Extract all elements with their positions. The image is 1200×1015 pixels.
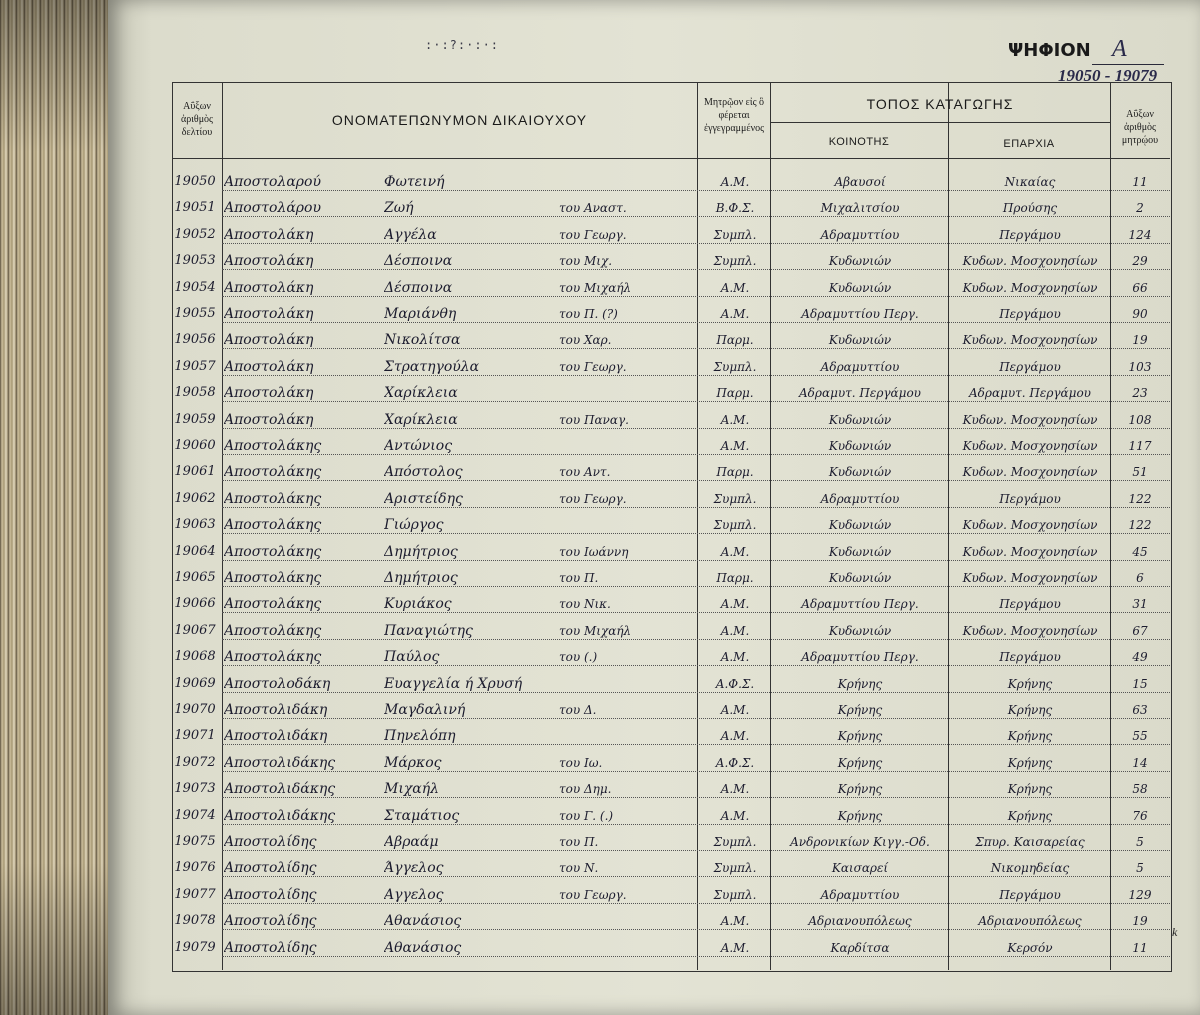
table-row [172, 223, 1170, 247]
community-cell: Κρήνης [837, 755, 883, 770]
given-name-cell: Στρατηγούλα [384, 358, 480, 375]
father-name-cell: του Ιω. [559, 755, 603, 770]
province-cell: Κυδων. Μοσχονησίων [962, 518, 1098, 533]
father-name-cell: του Ν. [559, 861, 599, 876]
father-name-cell: του Μιχαήλ [559, 623, 632, 638]
community-cell: Κυδωνιών [828, 280, 892, 295]
father-name-cell: του (.) [559, 650, 598, 665]
father-name-cell [559, 513, 697, 537]
record-number-cell: 19074 [174, 807, 216, 823]
record-number-cell: 19060 [174, 438, 216, 453]
father-name-cell [559, 936, 697, 960]
table-row [172, 804, 1170, 828]
table-row [172, 619, 1170, 643]
register-code-cell: Συμπλ. [713, 254, 757, 269]
surname-cell: Αποστολάκη [224, 385, 314, 402]
province-cell: Περγάμου [999, 887, 1061, 902]
surname-cell: Αποστολάκη [224, 358, 314, 375]
table-row [172, 856, 1170, 880]
surname-cell: Αποστολάκης [224, 517, 322, 534]
father-name-cell: του Γεωργ. [559, 227, 627, 242]
header-bottom-line [172, 158, 1170, 159]
table-row [172, 434, 1170, 458]
surname-cell: Αποστολάρου [224, 200, 321, 217]
community-cell: Κρήνης [837, 808, 883, 823]
register-number-cell: 45 [1132, 544, 1148, 559]
province-cell: Περγάμου [999, 227, 1061, 242]
community-cell: Κυδωνιών [828, 465, 892, 480]
table-row [172, 540, 1170, 564]
surname-cell: Αποστολιδάκη [224, 702, 328, 718]
given-name-cell: Αγγελος [384, 886, 444, 903]
table-row [172, 883, 1170, 907]
province-cell: Κρήνης [1007, 782, 1053, 797]
province-cell: Κρήνης [1007, 808, 1053, 823]
faint-stamp: :·:?:·:·: [425, 38, 500, 52]
given-name-cell: Νικολίτσα [384, 332, 461, 349]
table-row [172, 408, 1170, 432]
register-code-cell: Β.Φ.Σ. [715, 201, 755, 216]
table-row [172, 381, 1170, 405]
given-name-cell: Παναγιώτης [384, 622, 473, 639]
community-cell: Καισαρεί [831, 861, 889, 876]
record-number-cell: 19075 [174, 834, 216, 849]
community-cell: Κρήνης [837, 729, 883, 744]
table-row [172, 672, 1170, 696]
register-code-cell: Α.Μ. [720, 412, 750, 427]
register-number-cell: 76 [1132, 808, 1148, 823]
register-code-cell: Α.Φ.Σ. [715, 755, 755, 770]
given-name-cell: Φωτεινή [384, 174, 445, 190]
register-code-cell: Α.Μ. [720, 307, 750, 321]
province-cell: Κυδων. Μοσχονησίων [962, 412, 1098, 427]
father-name-cell: του Γεωργ. [559, 887, 627, 902]
father-name-cell: του Μιχ. [559, 254, 613, 269]
sheet-label: ΨΗΦΙΟΝ [1008, 40, 1091, 61]
register-code-cell: Α.Μ. [720, 940, 750, 955]
province-cell: Περγάμου [999, 597, 1061, 612]
register-number-cell: 122 [1128, 491, 1152, 506]
surname-cell: Αποστολοδάκη [224, 675, 331, 692]
register-number-cell: 124 [1128, 227, 1152, 242]
table-row [172, 487, 1170, 511]
province-cell: Κρήνης [1007, 755, 1053, 770]
register-number-header: Αΰξων ἀριθμὸς μητρῴου [1121, 109, 1159, 146]
given-name-cell: Αριστείδης [384, 490, 463, 507]
given-name-cell: Ευαγγελία ή Χρυσή [384, 675, 523, 692]
record-number-cell: 19071 [174, 728, 216, 744]
table-row [172, 302, 1170, 326]
father-name-cell [559, 724, 697, 748]
surname-cell: Αποστολιδάκης [224, 754, 336, 771]
register-code-cell: Παρμ. [716, 333, 754, 348]
record-number-cell: 19073 [174, 781, 216, 797]
register-number-cell: 66 [1132, 280, 1148, 295]
province-cell: Περγάμου [999, 491, 1061, 506]
community-cell: Κρήνης [837, 703, 883, 717]
surname-cell: Αποστολιδάκης [224, 807, 336, 824]
record-number-cell: 19065 [174, 570, 216, 585]
province-cell: Προύσης [1002, 201, 1058, 216]
given-name-cell: Αβραάμ [384, 834, 439, 850]
table-row [172, 249, 1170, 273]
community-cell: Αδραμυττίου [820, 227, 900, 242]
given-name-cell: Αθανάσιος [384, 939, 462, 956]
community-cell: Κυδωνιών [828, 333, 892, 348]
province-cell: Κυδων. Μοσχονησίων [962, 333, 1098, 348]
register-number-cell: 19 [1132, 914, 1148, 929]
surname-cell: Αποστολίδης [224, 834, 317, 850]
register-number-cell: 5 [1136, 835, 1144, 849]
table-row [172, 513, 1170, 537]
register-number-cell: 19 [1132, 333, 1148, 348]
province-header: ΕΠΑΡΧΙΑ [1003, 138, 1055, 150]
register-code-cell: Α.Μ. [720, 544, 750, 559]
province-cell: Αδραμυτ. Περγάμου [969, 386, 1091, 401]
table-row [172, 777, 1170, 801]
community-cell: Μιχαλιτσίου [820, 201, 900, 216]
table-row [172, 830, 1170, 854]
community-cell: Κυδωνιών [828, 412, 892, 427]
community-cell: Αδραμυττίου [820, 491, 900, 506]
record-number-cell: 19056 [174, 332, 216, 348]
register-number-cell: 58 [1132, 782, 1148, 797]
origin-header: ΤΟΠΟΣ ΚΑΤΑΓΩΓΗΣ [866, 96, 1014, 112]
province-cell: Κρήνης [1007, 676, 1053, 691]
record-number-cell: 19050 [174, 174, 216, 189]
table-row [172, 566, 1170, 590]
register-header: Μητρῷον εἰς ὃ φέρεται ἐγγεγραμμένος [703, 97, 765, 134]
record-number-cell: 19061 [174, 464, 216, 480]
community-cell: Κυδωνιών [828, 254, 892, 269]
province-cell: Κυδων. Μοσχονησίων [962, 623, 1098, 638]
table-row [172, 328, 1170, 352]
record-number-cell: 19058 [174, 385, 216, 401]
register-number-cell: 2 [1136, 201, 1144, 216]
register-code-cell: Παρμ. [716, 571, 754, 585]
table-row [172, 724, 1170, 748]
register-number-cell: 90 [1132, 307, 1148, 321]
surname-cell: Αποστολιδάκη [224, 728, 328, 745]
community-header: ΚΟΙΝΟΤΗΣ [828, 136, 890, 148]
record-number-cell: 19067 [174, 622, 216, 638]
surname-cell: Αποστολάκη [224, 253, 314, 270]
register-number-cell: 129 [1128, 887, 1152, 902]
register-number-cell: 6 [1136, 571, 1144, 585]
record-number-cell: 19070 [174, 702, 216, 717]
father-name-cell: του Μιχαήλ [559, 280, 632, 295]
province-cell: Κρήνης [1007, 729, 1053, 744]
table-row [172, 460, 1170, 484]
register-number-cell: 108 [1128, 412, 1152, 427]
community-cell: Αδριανουπόλεως [808, 914, 912, 929]
surname-cell: Αποστολάκης [224, 649, 322, 666]
father-name-cell: του Παναγ. [559, 412, 629, 427]
surname-cell: Αποστολάκης [224, 543, 322, 560]
province-cell: Κυδων. Μοσχονησίων [962, 544, 1098, 559]
province-cell: Κρήνης [1007, 703, 1053, 717]
table-row [172, 751, 1170, 775]
surname-cell: Αποστολάκη [224, 279, 314, 296]
register-code-cell: Συμπλ. [713, 518, 757, 533]
father-name-cell [559, 434, 697, 458]
surname-cell: Αποστολάκης [224, 622, 322, 639]
surname-cell: Αποστολάκη [224, 332, 314, 349]
given-name-cell: Δέσποινα [384, 253, 453, 270]
given-name-cell: Χαρίκλεια [384, 385, 458, 402]
record-number-cell: 19076 [174, 860, 216, 876]
community-cell: Αδραμυττίου [820, 359, 900, 374]
record-number-cell: 19059 [174, 411, 216, 427]
register-number-cell: 5 [1136, 861, 1144, 876]
table-row [172, 909, 1170, 933]
surname-cell: Αποστολιδάκης [224, 781, 336, 798]
register-number-cell: 23 [1132, 386, 1148, 401]
record-number-cell: 19053 [174, 253, 216, 269]
community-cell: Αδραμυττίου Περγ. [801, 597, 919, 612]
sheet-underline [1092, 64, 1164, 65]
register-code-cell: Α.Μ. [720, 597, 750, 612]
table-row [172, 698, 1170, 722]
register-code-cell: Α.Μ. [720, 439, 750, 453]
table-row [172, 592, 1170, 616]
register-number-cell: 55 [1132, 729, 1148, 744]
surname-cell: Αποστολάκης [224, 490, 322, 507]
community-cell: Αδραμυττίου [820, 887, 900, 902]
community-cell: Αβαυσοί [834, 175, 886, 189]
register-number-cell: 103 [1128, 359, 1152, 374]
community-cell: Καρδίτσα [830, 940, 890, 955]
father-name-cell [559, 170, 697, 194]
community-cell: Κρήνης [837, 782, 883, 797]
register-code-cell: Συμπλ. [713, 491, 757, 506]
given-name-cell: Γιώργος [384, 517, 444, 534]
surname-cell: Αποστολάκης [224, 464, 322, 481]
given-name-cell: Χαρίκλεια [384, 411, 458, 428]
province-cell: Περγάμου [999, 359, 1061, 374]
given-name-cell: Δημήτριος [384, 570, 458, 586]
register-number-cell: 67 [1132, 623, 1148, 638]
given-name-cell: Ζωή [384, 200, 414, 217]
given-name-cell: Αγγέλα [384, 226, 437, 243]
province-cell: Κυδων. Μοσχονησίων [962, 280, 1098, 295]
register-code-cell: Α.Μ. [720, 782, 750, 797]
register-number-cell: 122 [1128, 518, 1152, 533]
surname-cell: Αποστολάκη [224, 306, 314, 322]
community-cell: Κυδωνιών [828, 439, 892, 453]
table-row [172, 936, 1170, 960]
father-name-cell: του Γεωργ. [559, 359, 627, 374]
register-code-cell: Συμπλ. [713, 887, 757, 902]
register-code-cell: Α.Μ. [720, 623, 750, 638]
surname-cell: Αποστολίδης [224, 886, 317, 903]
father-name-cell: του Π. (?) [559, 307, 618, 321]
register-number-cell: 15 [1132, 676, 1148, 691]
surname-cell: Αποστολίδης [224, 860, 317, 877]
community-cell: Κυδωνιών [828, 623, 892, 638]
register-code-cell: Α.Μ. [720, 175, 750, 189]
record-number-cell: 19063 [174, 517, 216, 533]
province-cell: Κερσόν [1007, 940, 1053, 955]
given-name-cell: Μαγδαλινή [384, 702, 466, 718]
given-name-cell: Μιχαήλ [384, 781, 440, 798]
book-page-edges [0, 0, 120, 1015]
register-number-cell: 31 [1132, 597, 1148, 612]
given-name-cell: Άγγελος [384, 860, 444, 877]
province-cell: Κυδων. Μοσχονησίων [962, 465, 1098, 480]
father-name-cell: του Π. [559, 835, 599, 849]
father-name-cell [559, 909, 697, 933]
record-number-cell: 19064 [174, 543, 216, 559]
province-cell: Κυδων. Μοσχονησίων [962, 571, 1098, 585]
province-cell: Περγάμου [999, 307, 1061, 321]
given-name-cell: Απόστολος [384, 464, 463, 481]
register-number-cell: 63 [1132, 703, 1148, 717]
origin-subheader-line [770, 122, 1110, 123]
surname-cell: Αποστολάκης [224, 438, 322, 454]
table-row [172, 276, 1170, 300]
record-number-cell: 19055 [174, 306, 216, 321]
province-cell: Κυδων. Μοσχονησίων [962, 439, 1098, 453]
father-name-cell: του Χαρ. [559, 333, 612, 348]
given-name-cell: Δημήτριος [384, 543, 458, 560]
record-number-cell: 19054 [174, 279, 216, 295]
record-number-cell: 19066 [174, 596, 216, 612]
register-number-cell: 29 [1132, 254, 1148, 269]
province-cell: Αδριανουπόλεως [978, 914, 1082, 929]
register-code-cell: Α.Μ. [720, 280, 750, 295]
father-name-cell: του Δ. [559, 703, 597, 717]
register-number-cell: 11 [1132, 940, 1148, 955]
record-number-cell: 19072 [174, 754, 216, 770]
record-number-cell: 19077 [174, 886, 216, 902]
father-name-cell: του Π. [559, 571, 599, 585]
serial-header: Αΰξων ἀριθμὸς δελτίου [180, 101, 214, 138]
father-name-cell: του Αναστ. [559, 201, 627, 216]
register-code-cell: Συμπλ. [713, 227, 757, 242]
surname-cell: Αποστολίδης [224, 939, 317, 956]
sheet-letter: Α [1112, 36, 1127, 62]
community-cell: Ανδρονικίων Κιγγ.-Οδ. [790, 835, 930, 849]
sheet-range: 19050 - 19079 [1058, 66, 1158, 85]
given-name-cell: Μάρκος [384, 754, 442, 771]
given-name-cell: Σταμάτιος [384, 807, 460, 824]
father-name-cell: του Γ. (.) [559, 808, 614, 823]
surname-cell: Αποστολαρού [224, 174, 321, 190]
register-code-cell: Α.Μ. [720, 914, 750, 929]
province-cell: Κυδων. Μοσχονησίων [962, 254, 1098, 269]
register-code-cell: Α.Φ.Σ. [715, 676, 755, 691]
register-number-cell: 117 [1128, 439, 1152, 453]
father-name-cell [559, 381, 697, 405]
father-name-cell: του Αντ. [559, 465, 611, 480]
register-number-cell: 49 [1132, 650, 1148, 665]
given-name-cell: Αθανάσιος [384, 913, 462, 930]
province-cell: Σπυρ. Καισαρείας [975, 835, 1085, 849]
record-number-cell: 19051 [174, 200, 216, 216]
surname-cell: Αποστολίδης [224, 913, 317, 930]
given-name-cell: Κυριάκος [384, 596, 452, 613]
register-code-cell: Συμπλ. [713, 359, 757, 374]
community-cell: Κυδωνιών [828, 544, 892, 559]
table-row [172, 170, 1170, 194]
community-cell: Κυδωνιών [828, 571, 892, 585]
community-cell: Αδραμυττίου Περγ. [801, 307, 919, 321]
community-cell: Αδραμυττίου Περγ. [801, 650, 919, 665]
table-row [172, 196, 1170, 220]
register-number-cell: 51 [1132, 465, 1148, 480]
register-code-cell: Παρμ. [716, 465, 754, 480]
given-name-cell: Πηνελόπη [384, 728, 456, 745]
table-row [172, 355, 1170, 379]
father-name-cell: του Νικ. [559, 597, 611, 612]
record-number-cell: 19057 [174, 358, 216, 374]
record-number-cell: 19052 [174, 226, 216, 242]
father-name-cell: του Ιωάννη [559, 544, 629, 559]
given-name-cell: Μαριάνθη [384, 306, 457, 322]
register-number-cell: 14 [1132, 755, 1148, 770]
father-name-cell [559, 672, 697, 696]
surname-cell: Αποστολάκη [224, 226, 314, 243]
father-name-cell: του Δημ. [559, 782, 612, 797]
province-cell: Νικομηδείας [990, 861, 1070, 876]
margin-mark: k [1172, 925, 1178, 939]
record-number-cell: 19069 [174, 675, 216, 691]
community-cell: Κρήνης [837, 676, 883, 691]
register-code-cell: Α.Μ. [720, 729, 750, 744]
community-cell: Αδραμυτ. Περγάμου [799, 386, 921, 401]
given-name-cell: Παύλος [384, 649, 440, 666]
community-cell: Κυδωνιών [828, 518, 892, 533]
province-cell: Περγάμου [999, 650, 1061, 665]
register-code-cell: Συμπλ. [713, 835, 757, 849]
father-name-cell: του Γεωργ. [559, 491, 627, 506]
surname-cell: Αποστολάκης [224, 596, 322, 613]
given-name-cell: Αντώνιος [384, 438, 453, 454]
province-cell: Νικαίας [1004, 175, 1056, 189]
register-code-cell: Παρμ. [716, 386, 754, 401]
record-number-cell: 19078 [174, 913, 216, 929]
table-row [172, 645, 1170, 669]
register-code-cell: Α.Μ. [720, 808, 750, 823]
name-header: ΟΝΟΜΑΤΕΠΩΝΥΜΟΝ ΔΙΚΑΙΟΥΧΟΥ [331, 112, 588, 128]
register-code-cell: Α.Μ. [720, 703, 750, 717]
register-number-cell: 11 [1132, 175, 1148, 189]
register-code-cell: Συμπλ. [713, 861, 757, 876]
surname-cell: Αποστολάκης [224, 570, 322, 586]
record-number-cell: 19062 [174, 490, 216, 506]
given-name-cell: Δέσποινα [384, 279, 453, 296]
register-code-cell: Α.Μ. [720, 650, 750, 665]
surname-cell: Αποστολάκη [224, 411, 314, 428]
record-number-cell: 19079 [174, 939, 216, 955]
record-number-cell: 19068 [174, 649, 216, 665]
